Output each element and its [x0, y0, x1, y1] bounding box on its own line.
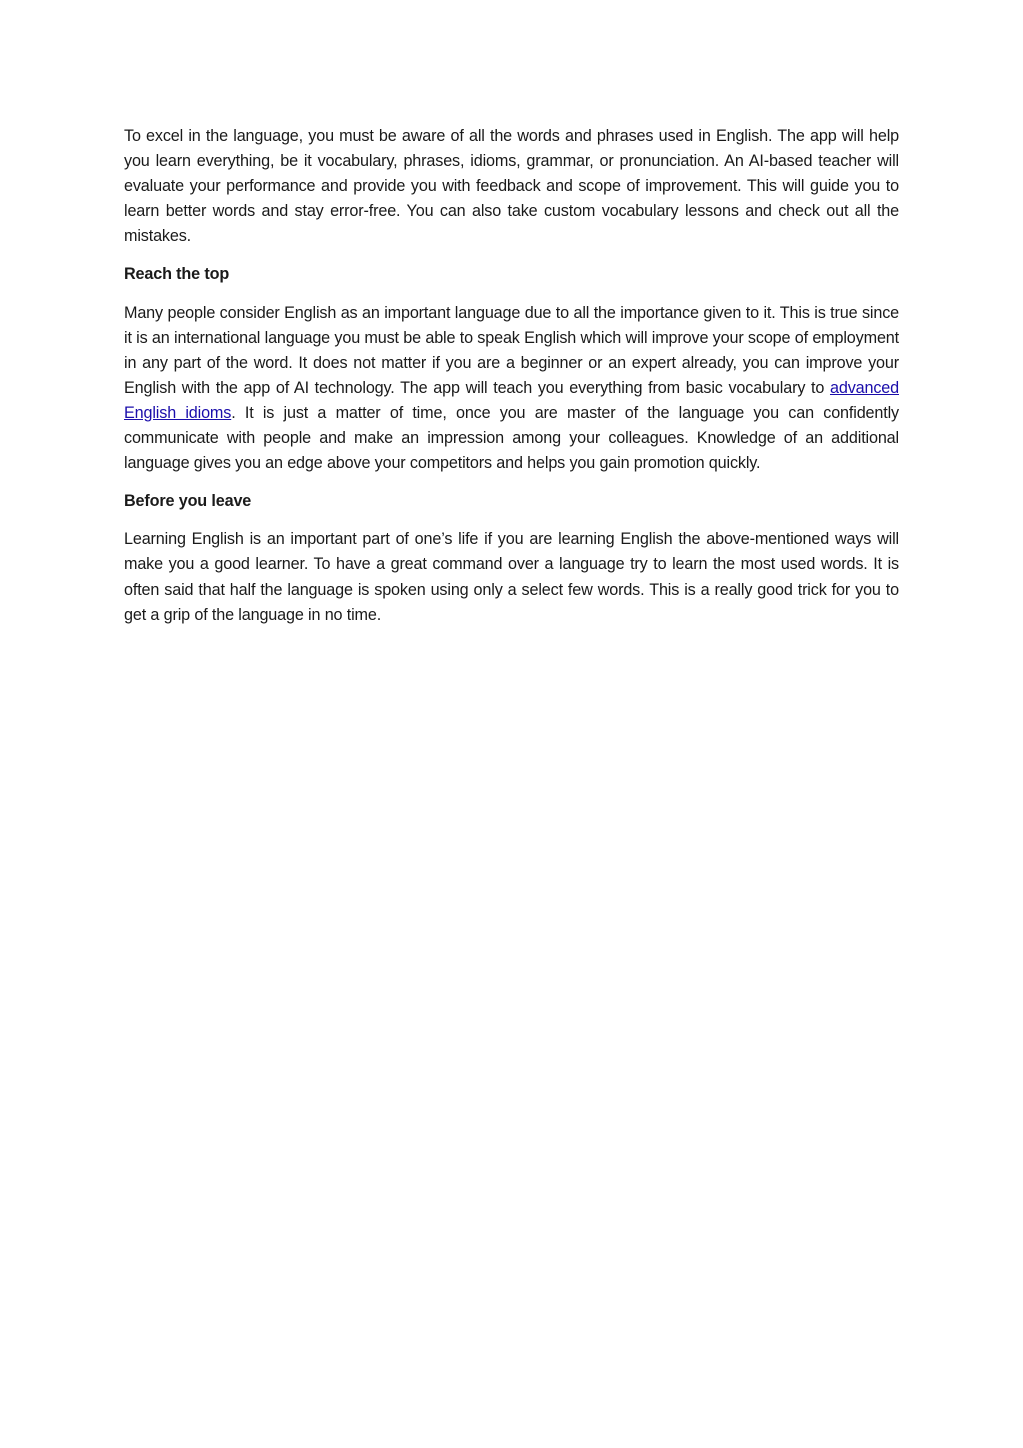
section-heading-reach-the-top: Reach the top	[124, 265, 230, 284]
document-body	[124, 124, 899, 641]
intro-paragraph: To excel in the language, you must be aware of all the words and phrases used in English. The app will help you learn everything, be it vocabulary, phrases, idioms, grammar, or pronunciation. An AI-based teacher will evaluate your performance and provide you with feedback and scope of improvement. This will guide you to learn better words and stay error-free. You can also take custom vocabulary lessons and check out all the mistakes.	[124, 127, 899, 246]
paragraph-text-before-link: Many people consider English as an important language due to all the importance given to it. This is true since it is an international language you must be able to speak English which will improve your scope of employment in any part of the word. It does not matter if you are a beginner or an expert already, you can improve your English with the app of AI technology. The app will teach you everything from basic vocabulary to	[124, 303, 899, 397]
section-heading-before-you-leave: Before you leave	[124, 492, 252, 511]
before-you-leave-paragraph: Learning English is an important part of one’s life if you are learning English the above-mentioned ways will make you a good learner. To have a great command over a language try to learn the most used words. It is often said that half the language is spoken using only a select few words. This is a really good trick for you to get a grip of the language in no time.	[124, 530, 899, 624]
paragraph-text-after-link: . It is just a matter of time, once you are master of the language you can confidently communicate with people and make an impression among your colleagues. Knowledge of an additional language gives you an edge above your competitors and helps you gain promotion quickly.	[124, 403, 899, 473]
advanced-english-idioms-link[interactable]: advanced English idioms	[124, 378, 899, 422]
reach-the-top-paragraph	[124, 301, 899, 477]
